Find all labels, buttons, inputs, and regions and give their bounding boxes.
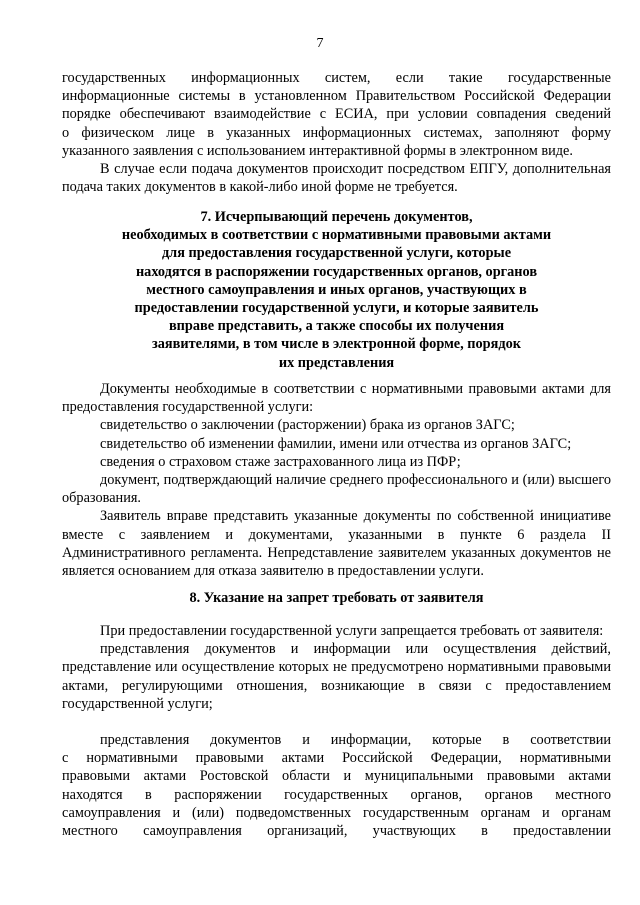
section-8-heading: 8. Указание на запрет требовать от заявителя bbox=[189, 590, 484, 606]
list-item: свидетельство о заключении (расторжении) брака из органов ЗАГС; bbox=[100, 417, 515, 434]
section-7-body bbox=[62, 380, 611, 580]
list-item: сведения о страховом стаже застрахованного лица из ПФР; bbox=[100, 453, 461, 470]
heading-line: предоставлении государственной услуги, и которые заявитель bbox=[134, 300, 539, 317]
intro-line: информационные системы в установленном Правительством Российской Федерации bbox=[62, 88, 611, 105]
paragraph-line: правовыми актами Ростовской области и муниципальными правовыми актами bbox=[62, 768, 611, 785]
paragraph-line: самоуправления и (или) подведомственных государственным органам и органам bbox=[62, 804, 611, 821]
list-item: документ, подтверждающий наличие среднего профессионального и (или) высшего образования. bbox=[62, 472, 611, 507]
paragraph: Документы необходимые в соответствии с нормативными правовыми актами для предоставления государственной услуги: bbox=[62, 381, 611, 416]
paragraph-line: с нормативными правовыми актами Российской Федерации, нормативными bbox=[62, 750, 611, 767]
intro-line: о физическом лице в указанных информационных системах, заполняют форму bbox=[62, 124, 611, 141]
paragraph-line: местного самоуправления организаций, участвующих в предоставлении bbox=[62, 823, 611, 840]
heading-line: 7. Исчерпывающий перечень документов, bbox=[200, 209, 473, 225]
paragraph: Заявитель вправе представить указанные документы по собственной инициативе вместе с заявлением и документами, указанными в пункте 6 раздела II Административного регламента. Непредставление заявителем указанных документов не является основанием для отказа заявителю в предоставлении услуги. bbox=[62, 508, 611, 580]
heading-line: необходимых в соответствии с нормативными правовыми актами bbox=[121, 227, 552, 244]
page-number: 7 bbox=[316, 36, 324, 51]
paragraph: представления документов и информации или осуществления действий, представление или осуществление которых не предусмотрено нормативными правовыми актами, регулирующими отношения, возникающие в связи с предоставлением государственной услуги; bbox=[62, 641, 611, 712]
paragraph: При предоставлении государственной услуги запрещается требовать от заявителя: bbox=[100, 623, 604, 639]
intro-paragraph-1 bbox=[62, 69, 611, 160]
intro-line: указанного заявления с использованием интерактивной формы в электронном виде. bbox=[62, 142, 573, 159]
intro-line: государственных информационных систем, если такие государственные bbox=[62, 70, 611, 86]
intro-line: порядке обеспечивают взаимодействие с ЕСИА, при условии совпадения сведений bbox=[62, 106, 611, 123]
intro-paragraph-2: В случае если подача документов происходит посредством ЕПГУ, дополнительная подача таких документов в какой-либо иной форме не требуется. bbox=[62, 161, 611, 196]
heading-line: находятся в распоряжении государственных органов, органов bbox=[135, 263, 538, 280]
section-8-last-paragraph bbox=[62, 731, 611, 840]
section-7-heading bbox=[62, 208, 611, 372]
heading-line: их представления bbox=[278, 354, 395, 371]
paragraph-line: представления документов и информации, которые в соответствии bbox=[100, 732, 611, 748]
section-8-body bbox=[62, 622, 611, 713]
heading-line: вправе представить, а также способы их получения bbox=[168, 318, 505, 335]
paragraph-line: находятся в распоряжении государственных органов, органов местного bbox=[62, 786, 611, 803]
heading-line: местного самоуправления и иных органов, участвующих в bbox=[146, 281, 527, 298]
list-item: свидетельство об изменении фамилии, имени или отчества из органов ЗАГС; bbox=[100, 435, 572, 452]
heading-line: для предоставления государственной услуги, которые bbox=[161, 245, 512, 262]
heading-line: заявителями, в том числе в электронной форме, порядок bbox=[152, 336, 521, 353]
